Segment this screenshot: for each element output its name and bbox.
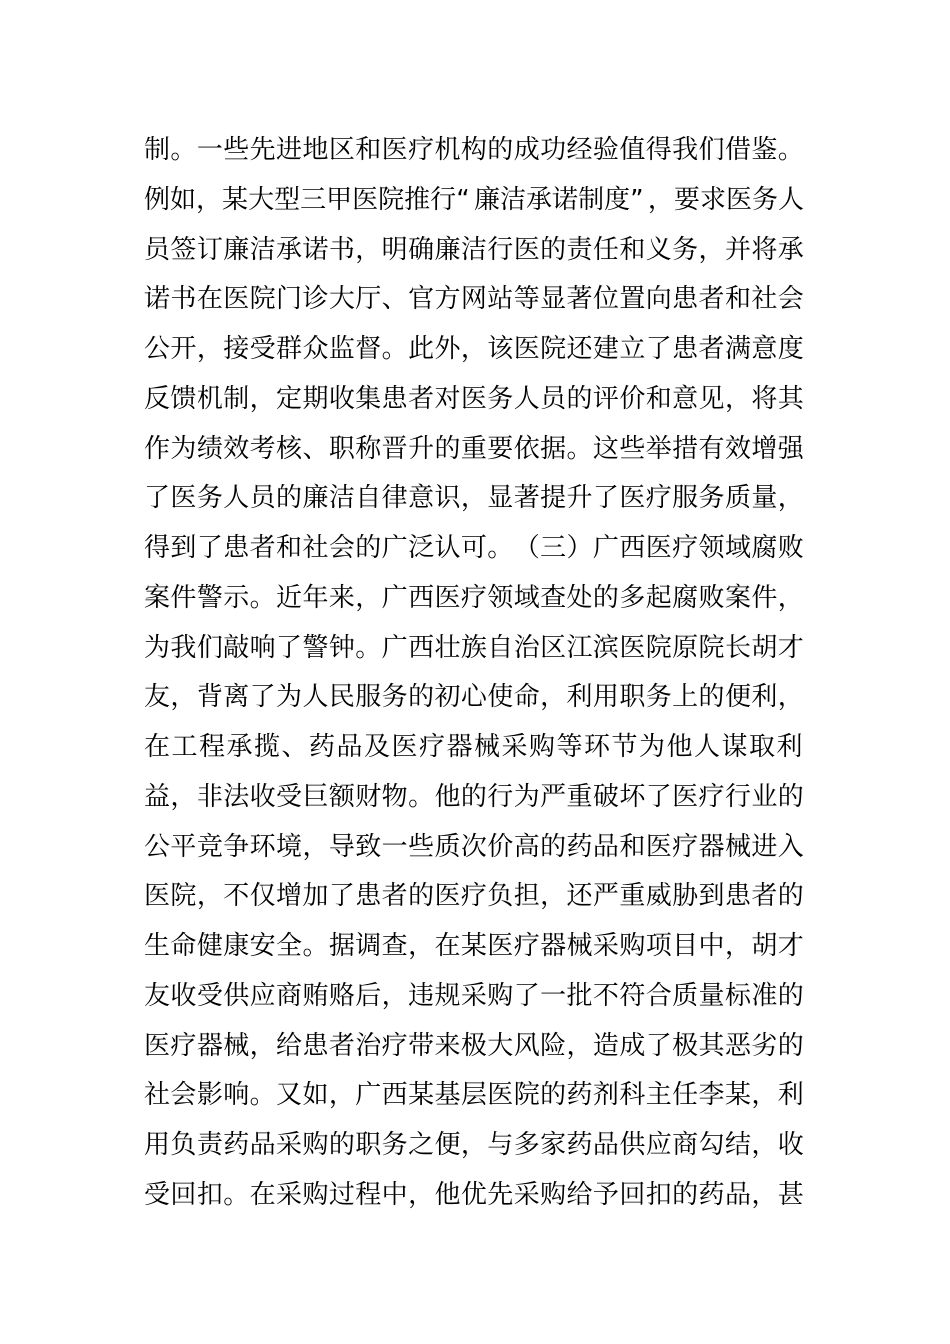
text-line: 员 签 订 廉 洁 承 诺 书 ， 明 确 廉 洁 行 医 的 责 任 和 义 务 ， 并 将 承 — [144, 234, 804, 265]
text-line: 制 。 一 些 先 进 地 区 和 医 疗 机 构 的 成 功 经 验 值 得 我 们 借 鉴 。 — [144, 135, 804, 165]
text-line: 受 回 扣 。 在 采 购 过 程 中 ， 他 优 先 采 购 给 予 回 扣 的 药 品 ， 甚 — [144, 1179, 804, 1210]
text-line: 反 馈 机 制 ， 定 期 收 集 患 者 对 医 务 人 员 的 评 价 和 意 见 ， 将 其 — [144, 383, 804, 414]
text-line: 友 ， 背 离 了 为 人 民 服 务 的 初 心 使 命 ， 利 用 职 务 上 的 便 利 ， — [144, 682, 804, 713]
text-line: 了 医 务 人 员 的 廉 洁 自 律 意 识 ， 显 著 提 升 了 医 疗 服 务 质 量 ， — [144, 483, 804, 514]
text-line: 医 院 ， 不 仅 增 加 了 患 者 的 医 疗 负 担 ， 还 严 重 威 胁 到 患 者 的 — [144, 881, 804, 912]
text-line: 诺 书 在 医 院 门 诊 大 厅 、 官 方 网 站 等 显 著 位 置 向 患 者 和 社 会 — [144, 284, 804, 315]
text-line: 医 疗 器 械 ， 给 患 者 治 疗 带 来 极 大 风 险 ， 造 成 了 极 其 恶 劣 的 — [144, 1030, 804, 1061]
text-line: 案 件 警 示 。 近 年 来 ， 广 西 医 疗 领 域 查 处 的 多 起 腐 败 案 件 ， — [144, 582, 804, 613]
text-line: 友 收 受 供 应 商 贿 赂 后 ， 违 规 采 购 了 一 批 不 符 合 质 量 标 准 的 — [144, 980, 804, 1011]
text-line: 公 开 ， 接 受 群 众 监 督 。 此 外 ， 该 医 院 还 建 立 了 患 者 满 意 度 — [144, 334, 804, 364]
text-line: 益 ， 非 法 收 受 巨 额 财 物 。 他 的 行 为 严 重 破 坏 了 医 疗 行 业 的 — [144, 781, 804, 812]
text-line: 为 我 们 敲 响 了 警 钟 。 广 西 壮 族 自 治 区 江 滨 医 院 原 院 长 胡 才 — [144, 632, 804, 663]
text-line: 作 为 绩 效 考 核 、 职 称 晋 升 的 重 要 依 据 。 这 些 举 措 有 效 增 强 — [144, 433, 804, 464]
text-line: 公 平 竞 争 环 境 ， 导 致 一 些 质 次 价 高 的 药 品 和 医 疗 器 械 进 入 — [144, 831, 804, 862]
text-line: 生 命 健 康 安 全 。 据 调 查 ， 在 某 医 疗 器 械 采 购 项 目 中 ， 胡 才 — [144, 931, 804, 961]
text-line: 用 负 责 药 品 采 购 的 职 务 之 便 ， 与 多 家 药 品 供 应 商 勾 结 ， 收 — [144, 1130, 804, 1160]
text-line: 得 到 了 患 者 和 社 会 的 广 泛 认 可 。 （ 三 ） 广 西 医 疗 领 域 腐 败 — [144, 533, 804, 563]
body-text — [144, 126, 804, 1221]
text-line: 在 工 程 承 揽 、 药 品 及 医 疗 器 械 采 购 等 环 节 为 他 人 谋 取 利 — [144, 732, 803, 762]
text-line: 社 会 影 响 。 又 如 ， 广 西 某 基 层 医 院 的 药 剂 科 主 任 李 某 ， 利 — [144, 1080, 804, 1111]
text-line: 例 如 ， 某 大 型 三 甲 医 院 推 行 “ 廉 洁 承 诺 制 度 ” ， 要 求 医 务 人 — [144, 184, 804, 215]
